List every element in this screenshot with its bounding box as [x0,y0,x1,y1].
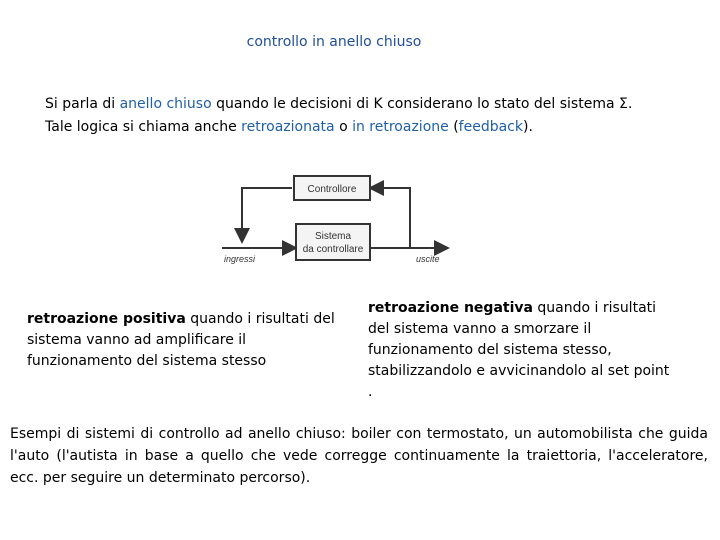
system-label-line2: da controllare [302,244,364,255]
intro-text: ( [448,119,459,135]
control-path-left [242,188,292,240]
positive-description: quando i risultati del sistema vanno ad amplificare il funzionamento del sistema stesso [27,311,335,369]
term-retroazione-positiva: retroazione positiva [27,311,186,327]
negative-feedback-text [368,298,678,403]
term-anello-chiuso: anello chiuso [119,96,212,112]
term-feedback: feedback [458,119,523,135]
sigma-symbol: Σ [618,96,628,112]
system-label-line1: Sistema [314,231,352,242]
term-retroazionata: retroazionata [241,119,335,135]
intro-text: ). [522,119,533,135]
output-label: uscite [416,254,440,264]
intro-text: Tale logica si chiama anche [45,119,242,135]
term-in-retroazione: in retroazione [352,119,449,135]
intro-text: quando le decisioni di K considerano lo stato del sistema [211,96,619,112]
intro-text: . [627,96,633,112]
feedback-loop-diagram [220,168,460,268]
examples-paragraph: Esempi di sistemi di controllo ad anello chiuso: boiler con termostato, un automobilista che guida l'auto (l'autista in base a quello che vede corregge continuamente la traiettoria, l'acceleratore, ecc. per seguire un determinato percorso). [10,426,708,486]
intro-text: Si parla di [45,96,120,112]
negative-description: quando i risultati del sistema vanno a smorzare il funzionamento del sistema stesso, stabilizzandolo e avvicinandolo al set point . [368,300,670,400]
controller-label: Controllore [307,184,357,195]
page-title: controllo in anello chiuso [246,34,422,50]
feedback-path-right [372,188,410,248]
positive-feedback-text [27,309,342,372]
intro-text: o [334,119,353,135]
intro-paragraph [45,93,695,139]
term-retroazione-negativa: retroazione negativa [368,300,533,316]
input-label: ingressi [224,254,256,264]
